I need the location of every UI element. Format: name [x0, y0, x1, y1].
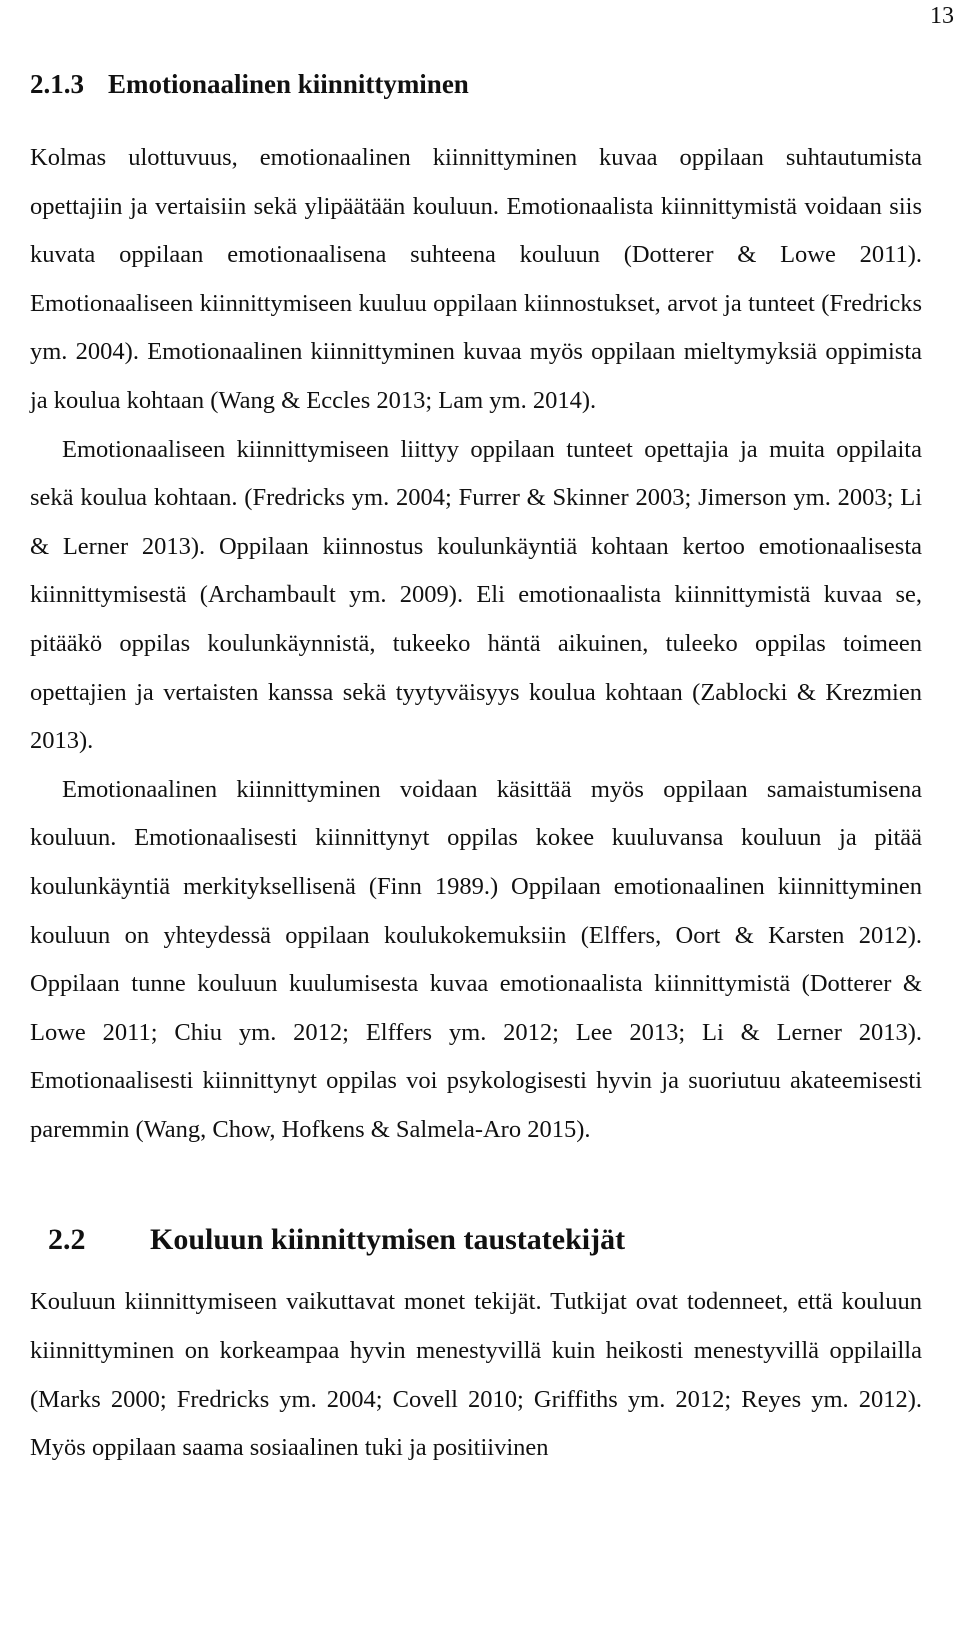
paragraph-2: Emotionaaliseen kiinnittymiseen liittyy oppilaan tunteet opettajia ja muita oppilaita sekä koulua kohtaan. (Fredricks ym. 2004; Furrer & Skinner 2003; Jimerson ym. 2003; Li & Lerner 2013). Oppilaan kiinnostus koulunkäyntiä kohtaan kertoo emotionaalisesta kiinnittymisestä (Archambault ym. 2009). Eli emotionaalista kiinnittymistä kuvaa se, pitääkö oppilas koulunkäynnistä, tukeeko häntä aikuinen, tuleeko oppilas toimeen opettajien ja vertaisten kanssa sekä tyytyväisyys koulua kohtaan (Zablocki & Krezmien 2013). [30, 435, 922, 755]
section-title: Emotionaalinen kiinnittyminen [108, 69, 469, 99]
section-number: 2.2 [48, 1223, 86, 1257]
paragraph-3: Emotionaalinen kiinnittyminen voidaan käsittää myös oppilaan samaistumisena kouluun. Emotionaalisesti kiinnittynyt oppilas kokee kuuluvansa kouluun ja pitää koulunkäyntiä merkityksellisenä (Finn 1989.) Oppilaan emotionaalinen kiinnittyminen kouluun on yhteydessä oppilaan koulukokemuksiin (Elffers, Oort & Karsten 2012). Oppilaan tunne kouluun kuulumisesta kuvaa emotionaalista kiinnittymistä (Dotterer & Lowe 2011; Chiu ym. 2012; Elffers ym. 2012; Lee 2013; Li & Lerner 2013). Emotionaalisesti kiinnittynyt oppilas voi psykologisesti hyvin ja suoriutuu akateemisesti paremmin (Wang, Chow, Hofkens & Salmela-Aro 2015). [30, 775, 922, 1143]
page-number: 13 [930, 3, 954, 29]
paragraph-1: Kolmas ulottuvuus, emotionaalinen kiinnittyminen kuvaa oppilaan suhtautumista opettajiin ja vertaisiin sekä ylipäätään kouluun. Emotionaalista kiinnittymistä voidaan siis kuvata oppilaan emotionaalisena suhteena kouluun (Dotterer & Lowe 2011). Emotionaaliseen kiinnittymiseen kuuluu oppilaan kiinnostukset, arvot ja tunteet (Fredricks ym. 2004). Emotionaalinen kiinnittyminen kuvaa myös oppilaan mieltymyksiä oppimista ja koulua kohtaan (Wang & Eccles 2013; Lam ym. 2014). [30, 144, 922, 414]
section-heading-2-2 [48, 1216, 922, 1264]
paragraph-4: Kouluun kiinnittymiseen vaikuttavat monet tekijät. Tutkijat ovat todenneet, että kouluun kiinnittyminen on korkeampaa hyvin menestyvillä kuin heikosti menestyvillä oppilailla (Marks 2000; Fredricks ym. 2004; Covell 2010; Griffiths ym. 2012; Reyes ym. 2012). Myös oppilaan saama sosiaalinen tuki ja positiivinen [30, 1288, 922, 1462]
section-number: 2.1.3 [30, 69, 84, 99]
section-title: Kouluun kiinnittymisen taustatekijät [150, 1223, 626, 1257]
document-body [30, 62, 922, 1473]
section-heading-2-1-3 [30, 62, 922, 106]
